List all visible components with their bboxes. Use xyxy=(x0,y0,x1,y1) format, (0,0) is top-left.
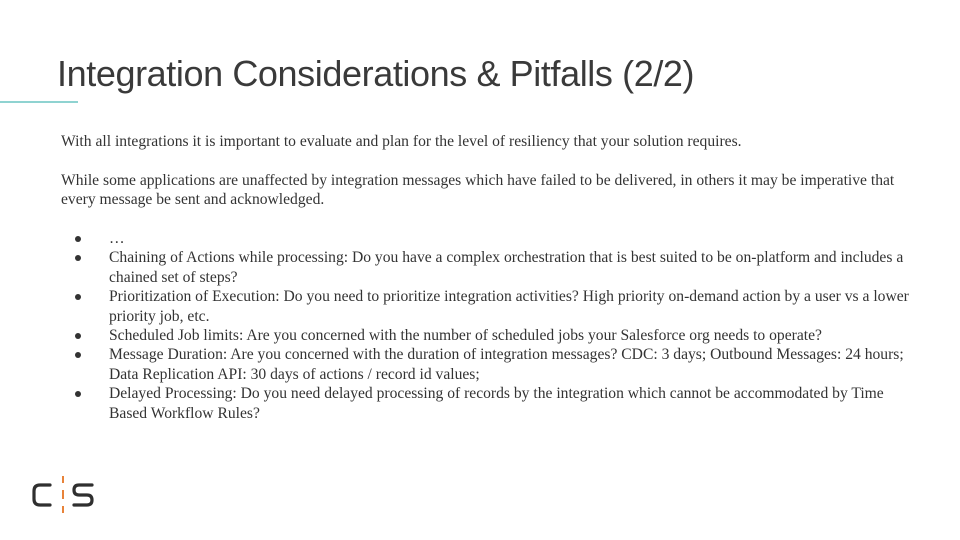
bullet-icon xyxy=(75,333,81,339)
intro-paragraph: With all integrations it is important to evaluate and plan for the level of resiliency that your solution requires. xyxy=(61,133,742,150)
list-item xyxy=(61,345,911,384)
list-item-text: Prioritization of Execution: Do you need to prioritize integration activities? High priority on-demand action by a user vs a lower priority job, etc. xyxy=(109,288,909,325)
list-item xyxy=(61,384,911,423)
list-item-text: Scheduled Job limits: Are you concerned with the number of scheduled jobs your Salesforce org needs to operate? xyxy=(109,327,822,345)
slide-body xyxy=(61,132,911,423)
considerations-list xyxy=(61,229,911,423)
bullet-icon xyxy=(75,255,81,261)
cs-logo-icon xyxy=(30,476,96,514)
slide-title: Integration Considerations & Pitfalls (2/2) xyxy=(57,53,695,94)
logo-letter-s xyxy=(74,485,92,505)
list-item-text: Delayed Processing: Do you need delayed processing of records by the integration which cannot be accommodated by Time Based Workflow Rules? xyxy=(109,385,884,422)
bullet-icon xyxy=(75,391,81,397)
list-item xyxy=(61,248,911,287)
bullet-icon xyxy=(75,236,81,242)
list-item-text: … xyxy=(109,230,125,247)
list-item-text: Message Duration: Are you concerned with the duration of integration messages? CDC: 3 days; Outbound Messages: 24 hours; Data Replication API: 30 days of actions / record id values; xyxy=(109,346,904,383)
list-item-text: Chaining of Actions while processing: Do you have a complex orchestration that is best suited to be on-platform and includes a chained set of steps? xyxy=(109,249,904,286)
list-item xyxy=(61,326,911,345)
context-paragraph: While some applications are unaffected by integration messages which have failed to be delivered, in others it may be imperative that every message be sent and acknowledged. xyxy=(61,171,895,209)
list-item xyxy=(61,229,911,248)
bullet-icon xyxy=(75,294,81,300)
logo-letter-c xyxy=(34,485,50,505)
bullet-icon xyxy=(75,352,81,358)
list-item xyxy=(61,287,911,326)
title-accent-line xyxy=(0,101,78,103)
